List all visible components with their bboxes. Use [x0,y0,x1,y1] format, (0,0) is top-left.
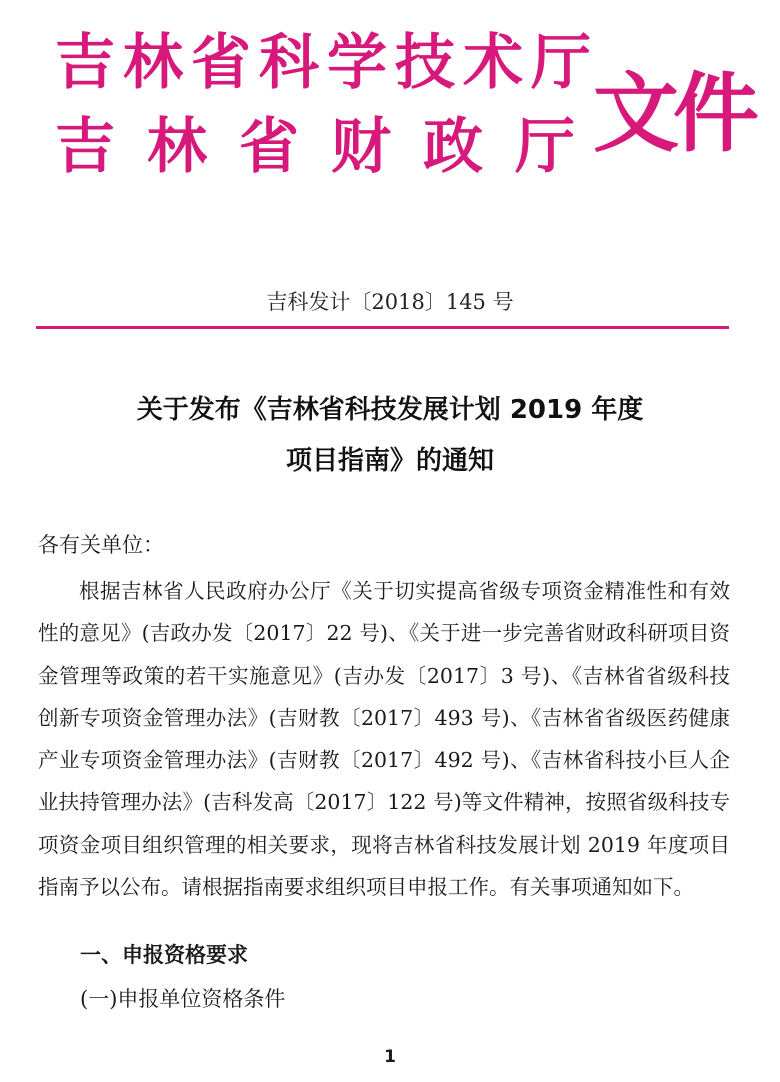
issuing-org-science-tech: 吉林省科学技术厅 [55,28,599,98]
page-number: 1 [384,1047,396,1067]
section-heading-eligibility: 一、申报资格要求 [80,943,248,967]
document-label: 文件 [593,64,753,164]
subsection-heading-unit-qualification: (一)申报单位资格条件 [80,987,286,1011]
document-number: 吉科发计〔2018〕145 号 [266,290,514,314]
issuing-org-finance: 吉林省财政厅 [55,112,607,182]
header-divider [36,326,729,329]
salutation: 各有关单位： [38,533,164,557]
document-header [55,28,755,198]
notice-title-line-2: 项目指南》的通知 [285,446,494,476]
body-paragraph: 根据吉林省人民政府办公厅《关于切实提高省级专项资金精准性和有效性的意见》(吉政办发〔2017〕22 号)、《关于进一步完善省财政科研项目资金管理等政策的若干实施意见》(吉办发〔2017〕3 号)、《吉林省省级科技创新专项资金管理办法》(吉财教〔2017〕493 号)、《吉林省省级医药健康产业专项资金管理办法》(吉财教〔2017〕492 号)、《吉林省科技小巨人企业扶持管理办法》(吉科发高〔2017〕122 号)等文件精神，按照省级科技专项资金项目组织管理的相关要求，现将吉林省科技发展计划 2019 年度项目指南予以公布。请根据指南要求组织项目申报工作。有关事项通知如下。 [38,579,730,900]
notice-title-line-1: 关于发布《吉林省科技发展计划 2019 年度 [136,395,644,425]
